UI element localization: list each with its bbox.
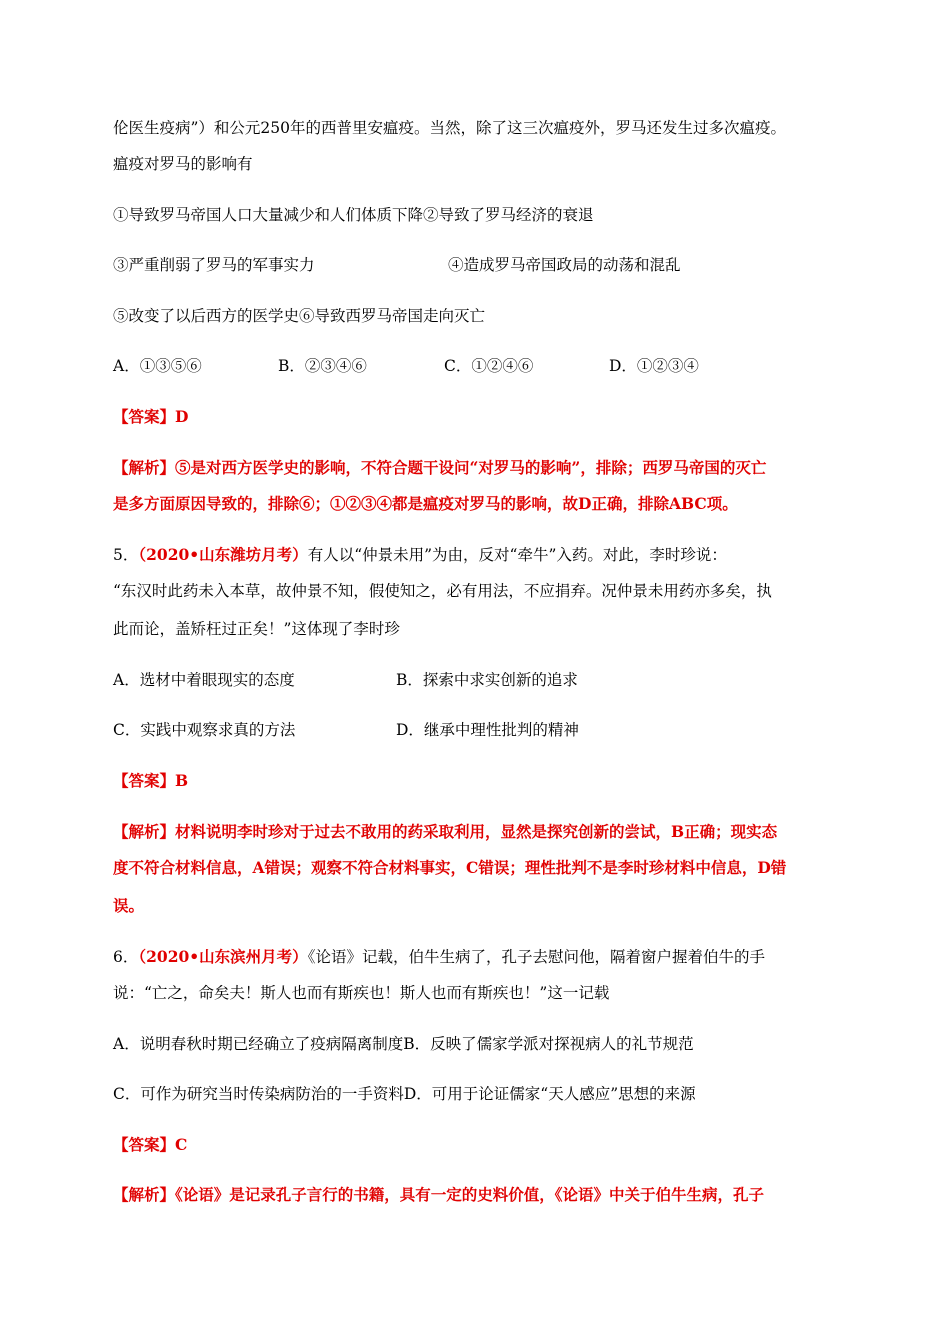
q4-option-c: C．①②④⑥ xyxy=(444,357,534,375)
q6-number: 6． xyxy=(113,948,139,966)
q5-option-b: B．探索中求实创新的追求 xyxy=(396,671,578,689)
q5-stem-line xyxy=(113,544,843,566)
q5-source: （2020•山东潍坊月考） xyxy=(138,545,308,564)
q5-option-c: C．实践中观察求真的方法 xyxy=(113,721,296,739)
q5-option-a: A．选材中着眼现实的态度 xyxy=(113,671,295,689)
q4-stem-line: 伦医生疫病”）和公元250年的西普里安瘟疫。当然，除了这三次瘟疫外，罗马还发生过多次瘟疫。 xyxy=(113,119,787,137)
q6-stem-line xyxy=(113,946,843,968)
q5-stem-line: “东汉时此药未入本草，故仲景不知，假使知之，必有用法，不应捐弃。况仲景未用药亦多矣，执 xyxy=(113,582,772,600)
q6-stem-line: 说：“亡之，命矣夫！斯人也而有斯疾也！斯人也而有斯疾也！”这一记载 xyxy=(113,984,610,1002)
q4-analysis-line: 【解析】⑤是对西方医学史的影响，不符合题干设问“对罗马的影响”，排除；西罗马帝国的灭亡 xyxy=(113,458,767,477)
q4-item-3: ③严重削弱了罗马的军事实力 xyxy=(113,256,315,274)
q6-stem-text: 《论语》记载，伯牛生病了，孔子去慰问他，隔着窗户握着伯牛的手 xyxy=(307,948,765,966)
q6-answer: 【答案】C xyxy=(113,1135,188,1154)
q6-source: （2020•山东滨州月考） xyxy=(138,947,308,966)
q4-item-line: ①导致罗马帝国人口大量减少和人们体质下降②导致了罗马经济的衰退 xyxy=(113,206,594,224)
q5-analysis-line: 【解析】材料说明李时珍对于过去不敢用的药采取利用，显然是探究创新的尝试，B正确；现实态 xyxy=(113,822,778,841)
q4-option-b: B．②③④⑥ xyxy=(278,357,367,375)
q5-option-d: D．继承中理性批判的精神 xyxy=(396,721,579,739)
q5-analysis-line: 度不符合材料信息，A错误；观察不符合材料事实，C错误；理性批判不是李时珍材料中信息，D错 xyxy=(113,858,787,877)
q6-options-row: A．说明春秋时期已经确立了疫病隔离制度B．反映了儒家学派对探视病人的礼节规范 xyxy=(113,1035,694,1053)
q5-stem-text: 有人以“仲景未用”为由，反对“牵牛”入药。对此，李时珍说： xyxy=(307,546,727,564)
q4-analysis-line: 是多方面原因导致的，排除⑥；①②③④都是瘟疫对罗马的影响，故D正确，排除ABC项。 xyxy=(113,494,738,513)
q5-number: 5． xyxy=(113,546,139,564)
q4-item-4: ④造成罗马帝国政局的动荡和混乱 xyxy=(448,256,681,274)
q6-options-row: C．可作为研究当时传染病防治的一手资料D．可用于论证儒家“天人感应”思想的来源 xyxy=(113,1085,696,1103)
q6-analysis-line: 【解析】《论语》是记录孔子言行的书籍，具有一定的史料价值，《论语》中关于伯牛生病，孔子 xyxy=(113,1185,765,1204)
q4-option-a: A．①③⑤⑥ xyxy=(113,357,202,375)
q5-stem-line: 此而论，盖矫枉过正矣！”这体现了李时珍 xyxy=(113,620,400,638)
q5-analysis-line: 误。 xyxy=(113,896,145,915)
q4-stem-line: 瘟疫对罗马的影响有 xyxy=(113,155,253,173)
q4-answer: 【答案】D xyxy=(113,407,189,426)
q4-option-d: D．①②③④ xyxy=(609,357,699,375)
q5-answer: 【答案】B xyxy=(113,771,189,790)
q4-item-line: ⑤改变了以后西方的医学史⑥导致西罗马帝国走向灭亡 xyxy=(113,307,486,325)
